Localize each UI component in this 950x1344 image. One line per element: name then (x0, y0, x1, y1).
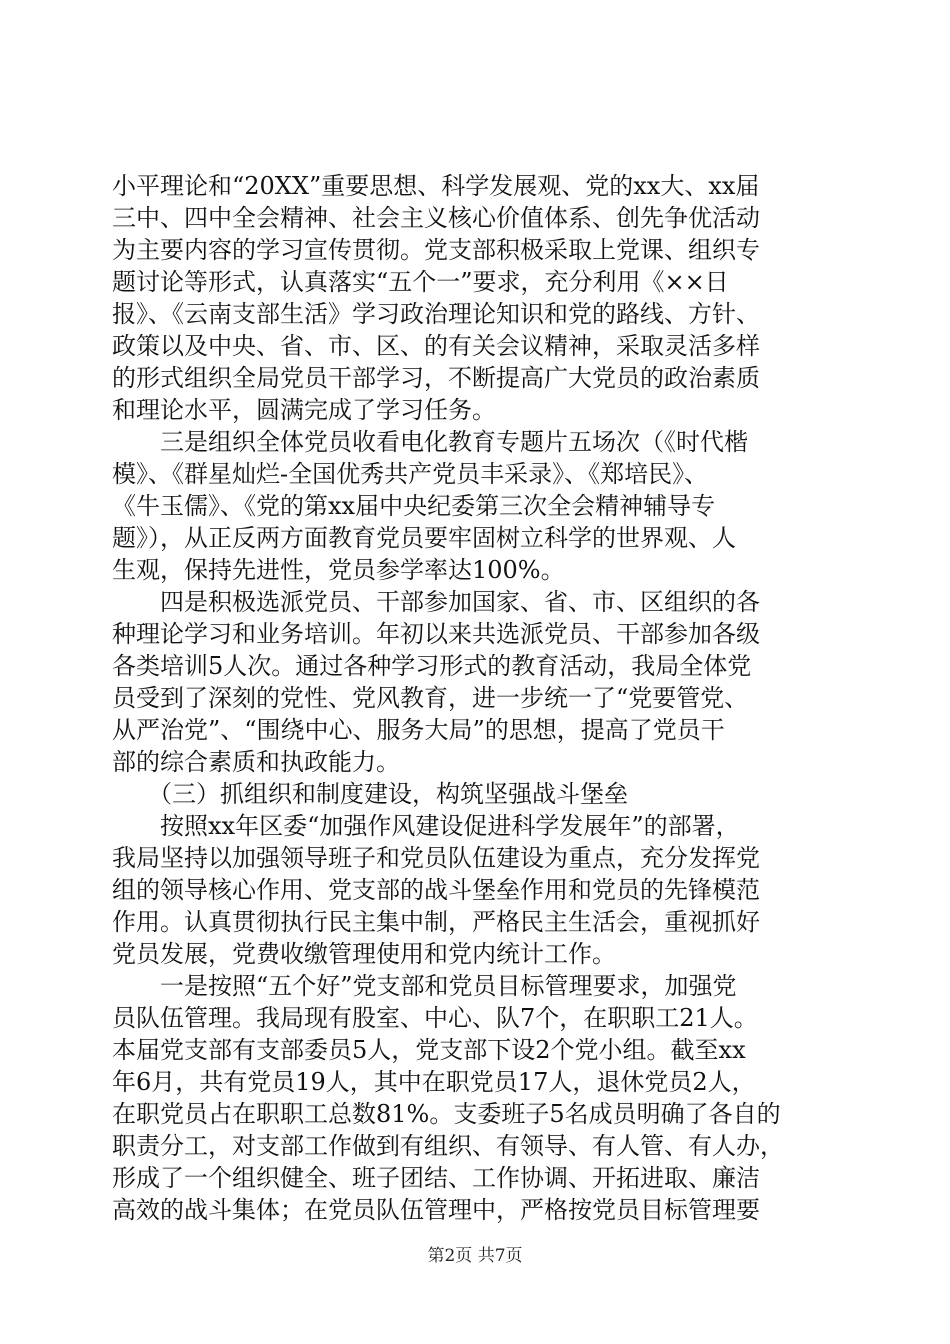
text-line: 形成了一个组织健全、班子团结、工作协调、开拓进取、廉洁 (112, 1164, 760, 1192)
text-line: 和理论水平，圆满完成了学习任务。 (112, 396, 496, 424)
text-line: 生观，保持先进性，党员参学率达100%。 (112, 556, 565, 584)
text-line: 模》、《群星灿烂-全国优秀共产党员丰采录》、《郑培民》、 (112, 460, 709, 488)
text-line: 小平理论和“20XX”重要思想、科学发展观、党的xx大、xx届 (112, 172, 760, 200)
text-line: 从严治党”、“围绕中心、服务大局”的思想，提高了党员干 (112, 716, 725, 744)
text-line: 种理论学习和业务培训。年初以来共选派党员、干部参加各级 (112, 620, 760, 648)
text-line: 我局坚持以加强领导班子和党员队伍建设为重点，充分发挥党 (112, 844, 760, 872)
text-line: 本届党支部有支部委员5人，党支部下设2个党小组。截至xx (112, 1036, 746, 1064)
text-line: 组的领导核心作用、党支部的战斗堡垒作用和党员的先锋模范 (112, 876, 760, 904)
text-line: 作用。认真贯彻执行民主集中制，严格民主生活会，重视抓好 (112, 908, 760, 936)
text-line: 题》），从正反两方面教育党员要牢固树立科学的世界观、人 (112, 524, 736, 552)
page-number-footer: 第2页 共7页 (427, 1246, 523, 1266)
text-line: 各类培训5人次。通过各种学习形式的教育活动，我局全体党 (112, 652, 752, 680)
text-line: 《牛玉儒》、《党的第xx届中央纪委第三次全会精神辅导专 (112, 492, 716, 520)
text-line: 题讨论等形式，认真落实“五个一”要求，充分利用《××日 (112, 268, 729, 296)
text-line: 一是按照“五个好”党支部和党员目标管理要求，加强党 (112, 972, 737, 1000)
text-line: 高效的战斗集体；在党员队伍管理中，严格按党员目标管理要 (112, 1196, 760, 1224)
text-line: 为主要内容的学习宣传贯彻。党支部积极采取上党课、组织专 (112, 236, 760, 264)
text-line: 三中、四中全会精神、社会主义核心价值体系、创先争优活动 (112, 204, 760, 232)
section-heading: （三）抓组织和制度建设，构筑坚强战斗堡垒 (112, 780, 628, 808)
text-line: 按照xx年区委“加强作风建设促进科学发展年”的部署， (112, 812, 740, 840)
text-line: 部的综合素质和执政能力。 (112, 748, 400, 776)
text-line: 三是组织全体党员收看电化教育专题片五场次（《时代楷 (112, 428, 748, 456)
text-line: 年6月，共有党员19人，其中在职党员17人，退休党员2人， (112, 1068, 756, 1096)
text-line: 员受到了深刻的党性、党风教育，进一步统一了“党要管党、 (112, 684, 749, 712)
text-line: 员队伍管理。我局现有股室、中心、队7个，在职职工21人。 (112, 1004, 758, 1032)
text-line: 在职党员占在职职工总数81%。支委班子5名成员明确了各自的 (112, 1100, 781, 1128)
text-line: 的形式组织全局党员干部学习，不断提高广大党员的政治素质 (112, 364, 760, 392)
text-line: 职责分工，对支部工作做到有组织、有领导、有人管、有人办， (112, 1132, 784, 1160)
text-line: 报》、《云南支部生活》学习政治理论知识和党的路线、方针、 (112, 300, 760, 328)
text-line: 政策以及中央、省、市、区、的有关会议精神，采取灵活多样 (112, 332, 760, 360)
document-body (112, 170, 847, 1226)
text-line: 党员发展，党费收缴管理使用和党内统计工作。 (112, 940, 616, 968)
text-line: 四是积极选派党员、干部参加国家、省、市、区组织的各 (112, 588, 760, 616)
